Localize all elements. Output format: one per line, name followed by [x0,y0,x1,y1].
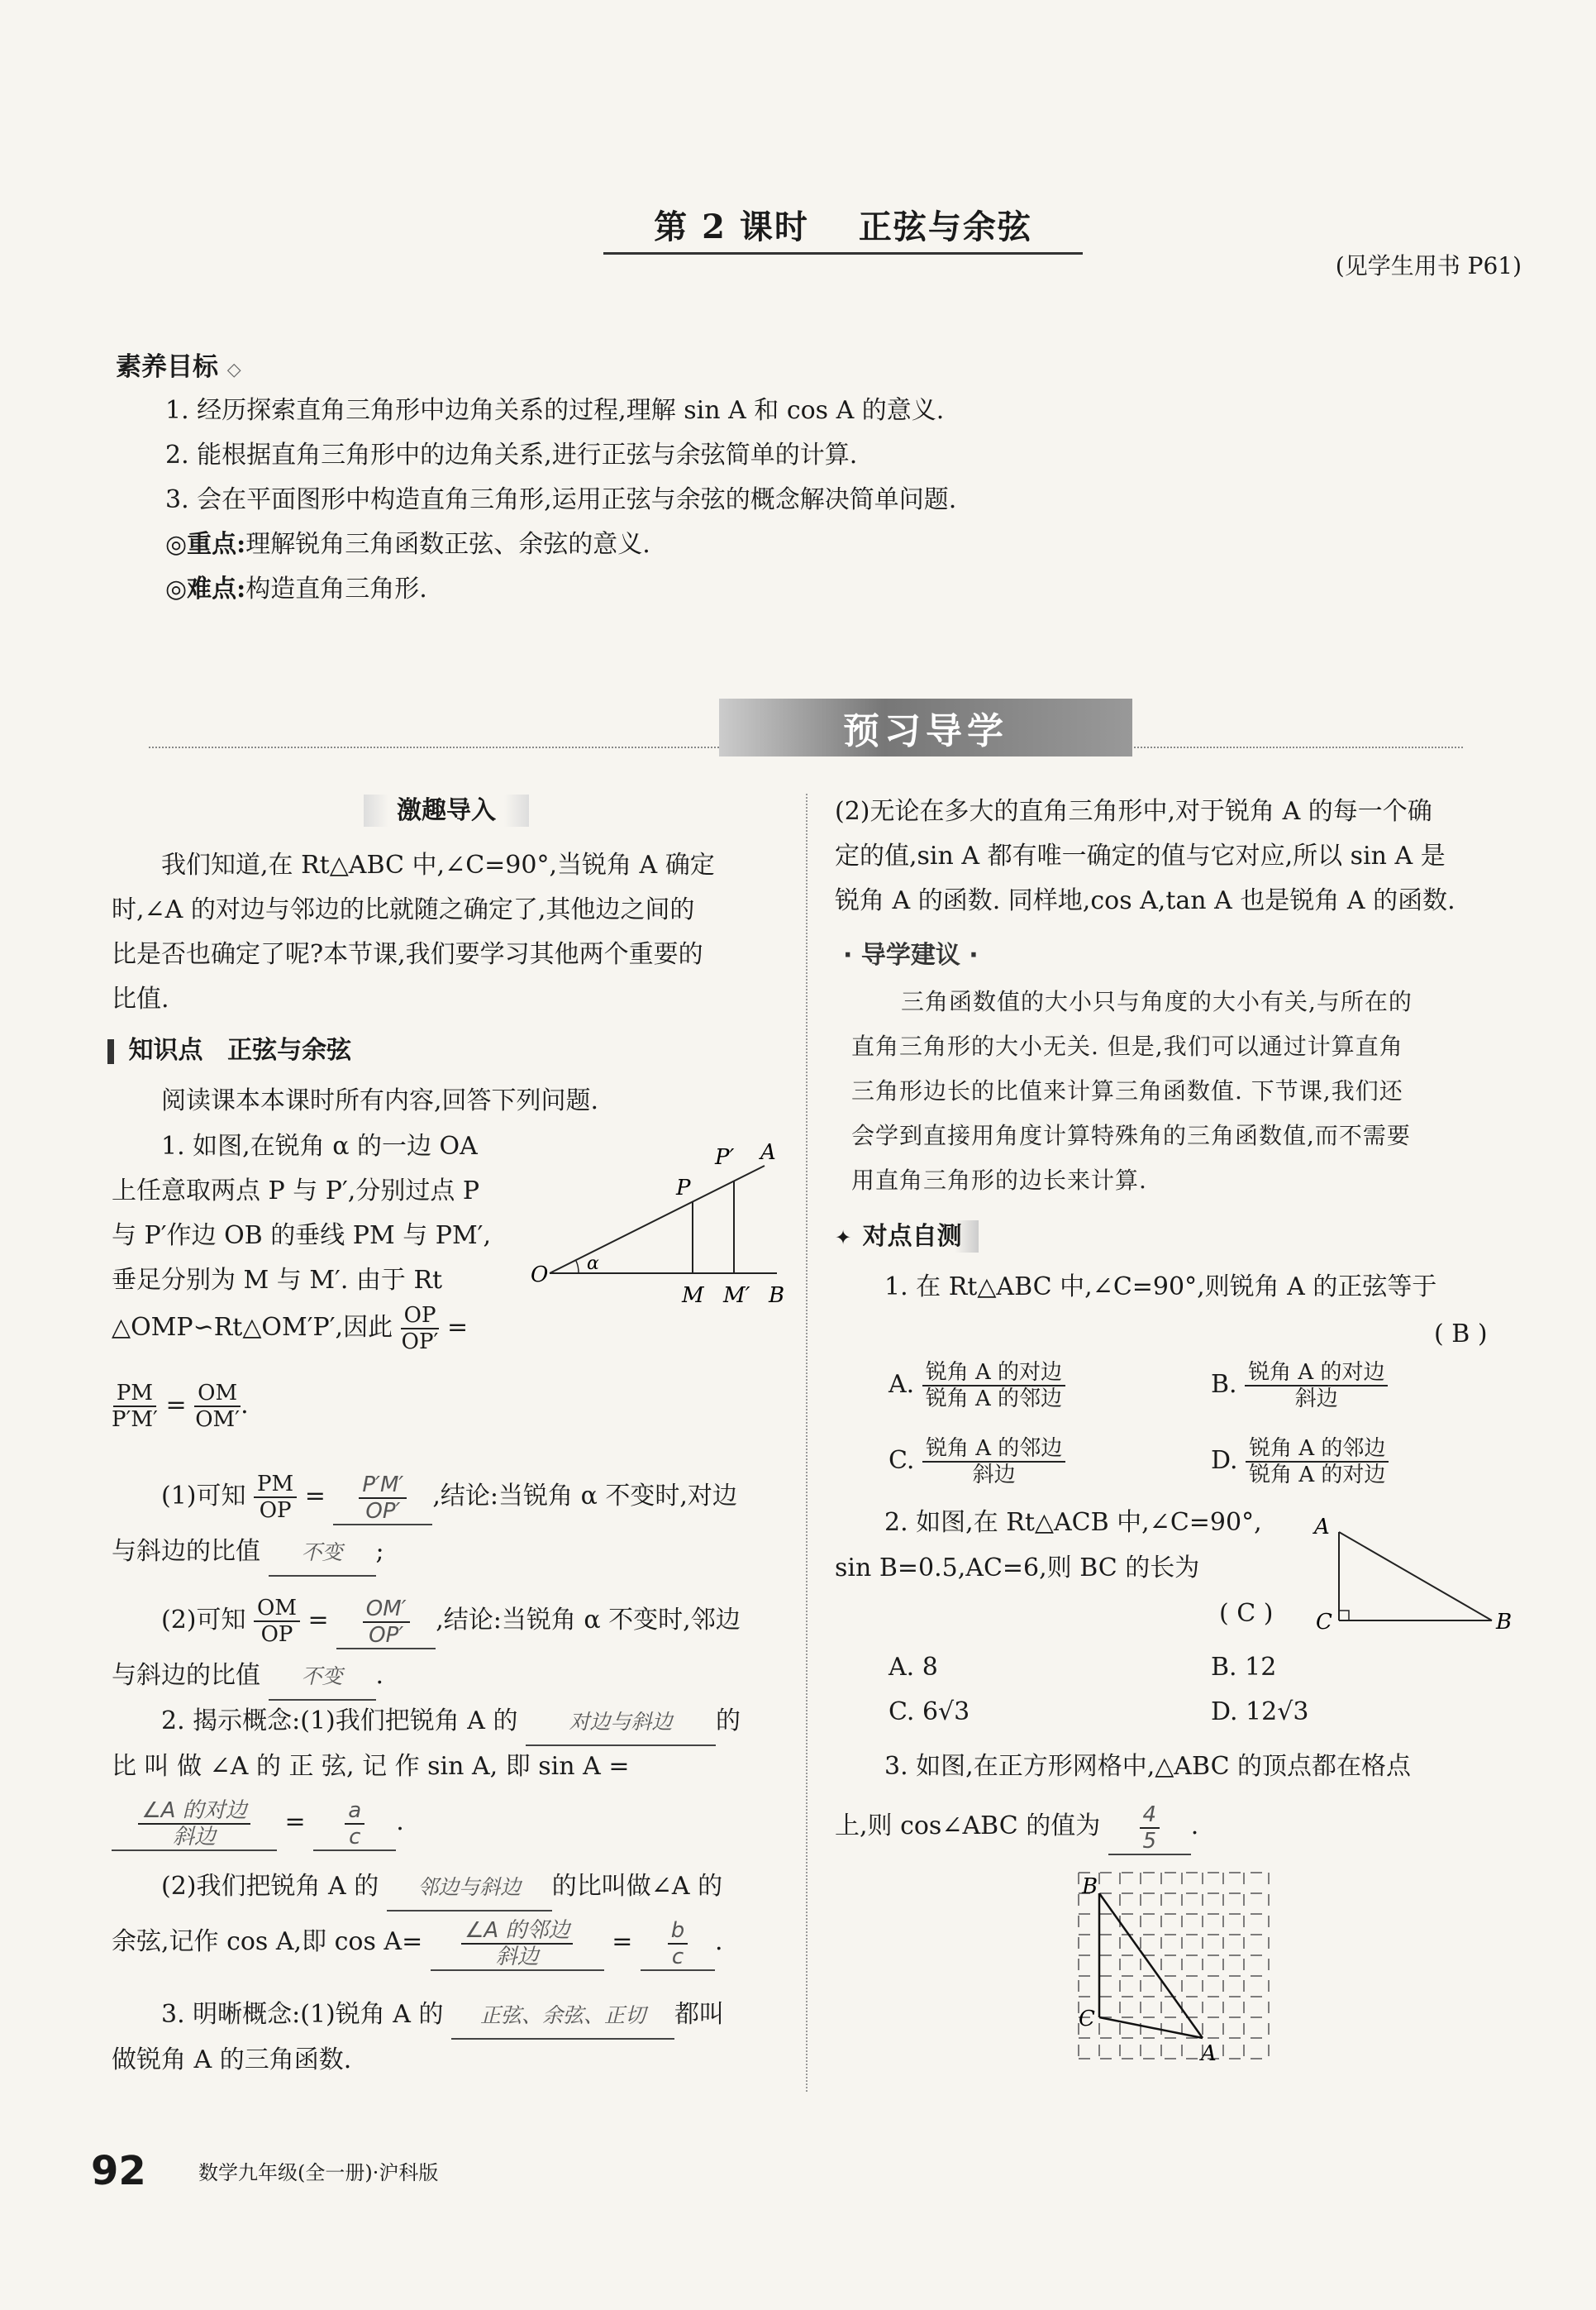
fraction [194,1381,241,1432]
tip-line: 用直角三角形的边长来计算. [851,1167,1147,1194]
q3-line2: 做锐角 A 的三角函数. [112,2045,352,2074]
intro-paragraph [112,843,715,1022]
cont-line: 锐角 A 的函数. 同样地,cos A,tan A 也是锐角 A 的函数. [835,886,1455,915]
banner-title: 预习导学 [719,699,1132,756]
q1-line: △OMP∽Rt△OM′P′,因此 $\frac{OP}{OP'}$ = [112,1303,469,1354]
frac-den: 5 [1142,1829,1157,1854]
label-A: A [760,1140,776,1165]
frac-den: OP′ [369,1623,404,1648]
q2b-pre: (2)我们把锐角 A 的 [161,1872,379,1901]
tip-line: 三角形边长的比值来计算三角函数值. 下节课,我们还 [851,1077,1403,1105]
frac-num: OM′ [363,1596,410,1623]
cont-line: 定的值,sin A 都有唯一确定的值与它对应,所以 sin A 是 [835,842,1446,871]
answer-blank [1108,1802,1191,1855]
fraction [922,1436,1065,1487]
answer-blank [641,1918,715,1971]
diff-text: 构造直角三角形. [245,575,427,604]
goals-title-text: 素养目标 [116,352,218,382]
q1a-post: ,结论:当锐角 α 不变时,对边 [432,1482,737,1511]
answer-blank: 不变 [269,1654,376,1701]
label-O: O [531,1262,549,1287]
fraction [401,1303,440,1354]
frac-den: OP [260,1622,293,1647]
goal-item: 1. 经历探索直角三角形中边角关系的过程,理解 sin A 和 cos A 的意义. [165,396,945,425]
option-a [889,1360,1211,1411]
frac-den: P′M′ [112,1407,158,1432]
knowledge-point-heading [107,1029,351,1066]
answer-blank [112,1798,277,1851]
frac-num: OP [401,1303,440,1329]
option-label: B. [1211,1370,1237,1399]
frac-num: 4 [1140,1802,1160,1829]
cont-line: (2)无论在多大的直角三角形中,对于锐角 A 的每一个确 [835,797,1432,826]
option-label: C. [889,1446,915,1475]
label-B: B [1082,1874,1098,1899]
page-number: 92 [91,2148,146,2194]
section-banner [149,699,1463,752]
fraction [1246,1436,1389,1487]
frac-den: 锐角 A 的对边 [1249,1463,1386,1487]
fraction [1245,1360,1388,1411]
test-3-line1: 3. 如图,在正方形网格中,△ABC 的顶点都在格点 [884,1752,1412,1781]
test-1-answer: ( B ) [1434,1320,1488,1348]
intro-line: 比是否也确定了呢?本节课,我们要学习其他两个重要的 [112,940,703,969]
key-text: 理解锐角三角函数正弦、余弦的意义. [245,530,650,559]
q1b-post: ,结论:当锐角 α 不变时,邻边 [436,1606,741,1635]
frac-num: ∠A 的邻边 [461,1918,573,1945]
q2-post: 的 [716,1706,741,1735]
label-P: P [676,1176,691,1200]
option-b [1211,1360,1533,1411]
frac-den: 斜边 [972,1463,1016,1487]
q1b-pre: (2)可知 [161,1606,246,1635]
frac-den: 锐角 A 的邻边 [925,1386,1063,1411]
frac-den: 斜边 [495,1945,539,1969]
label-A: A [1314,1515,1330,1539]
label-A: A [1201,2041,1217,2066]
intro-line: 我们知道,在 Rt△ABC 中,∠C=90°,当锐角 A 确定 [161,851,715,880]
key-label: ◎重点: [165,530,246,559]
intro-title: 激趣导入 [364,795,529,827]
bar-icon [107,1039,114,1064]
frac-den: 斜边 [172,1825,216,1849]
q2b-post: 的比叫做∠A 的 [551,1872,723,1901]
frac-num: OM [254,1596,300,1622]
q1-line-text: △OMP∽Rt△OM′P′,因此 [112,1313,393,1342]
intro-line: 时,∠A 的对边与邻边的比就随之确定了,其他边之间的 [112,895,695,924]
frac-num: 锐角 A 的对边 [1245,1360,1388,1386]
answer-blank: 邻边与斜边 [387,1865,552,1911]
answer-blank: 对边与斜边 [526,1700,716,1746]
option-b: B. 12 [1211,1653,1277,1682]
book-title: 数学九年级(全一册)·沪科版 [198,2161,439,2184]
q1-line: 垂足分别为 M 与 M′. 由于 Rt [112,1266,443,1295]
q1-line: 与 P′作边 OB 的垂线 PM 与 PM′, [112,1221,492,1250]
q2b-line2: 余弦,记作 cos A,即 cos A= $\frac{\text{∠A 的邻边}}{\text{斜边}}$ = $\frac{b}{c}$ . [112,1918,723,1969]
frac-den: OM′ [195,1407,241,1432]
label-alpha: α [587,1253,599,1274]
test-1: 1. 在 Rt△ABC 中,∠C=90°,则锐角 A 的正弦等于 [884,1272,1437,1301]
option-label: A. [889,1370,915,1399]
q2-pre: 2. 揭示概念:(1)我们把锐角 A 的 [161,1706,518,1735]
diamond-icon: ◇ [226,359,241,380]
frac-den: c [671,1945,684,1969]
label-C: C [1079,2007,1095,2031]
label-B: B [1496,1610,1513,1633]
continuation [835,790,1455,924]
label-P-prime: P′ [715,1145,735,1170]
q2b-line2-text: 余弦,记作 cos A,即 cos A= [112,1927,423,1956]
book-reference: (见学生用书 P61) [1335,252,1522,279]
label-M: M [682,1283,704,1308]
option-d [1211,1436,1533,1487]
frac-num: PM [254,1472,297,1498]
answer-blank: 正弦、余弦、正切 [451,1993,674,2040]
tip-box [851,980,1413,1203]
fraction [359,1472,407,1524]
frac-num: 锐角 A 的邻边 [922,1436,1065,1463]
label-B: B [769,1283,785,1308]
fraction [1140,1802,1160,1854]
q1b: (2)可知 $\frac{OM}{OP}$ = $\frac{OM'}{OP'}$ ,结论:当锐角 α 不变时,邻边 [161,1596,741,1648]
tip-line: 直角三角形的大小无关. 但是,我们可以通过计算直角 [851,1033,1403,1060]
label-M-prime: M′ [723,1283,750,1308]
frac-den: OP′ [401,1329,439,1354]
tip-line: 三角函数值的大小只与角度的大小有关,与所在的 [901,988,1413,1015]
q3-post: 都叫 [674,2000,725,2029]
diff-label: ◎难点: [165,575,246,604]
answer-blank [313,1798,396,1851]
frac-num: OM [194,1381,241,1407]
frac-num: 锐角 A 的邻边 [1246,1436,1389,1463]
q1-line: 1. 如图,在锐角 α 的一边 OA [161,1132,478,1161]
fraction [363,1596,410,1648]
fraction [254,1596,300,1647]
fraction [138,1798,250,1849]
q1-line: 上任意取两点 P 与 P′,分别过点 P [112,1176,480,1205]
key-point [165,523,956,567]
q1a-line2-text: 与斜边的比值 [112,1537,260,1566]
label-C: C [1316,1610,1332,1633]
sparkle-icon: ✦ [835,1226,852,1249]
frac-num: PM [113,1381,156,1407]
intro-line: 比值. [112,985,169,1014]
answer-blank [333,1472,432,1525]
fraction [668,1918,688,1969]
goals-heading [116,346,241,383]
fraction [254,1472,297,1523]
goals-list [165,389,956,612]
frac-num: ∠A 的对边 [138,1798,250,1825]
frac-den: OP′ [365,1499,401,1524]
frac-num: a [345,1798,364,1825]
frac-num: 锐角 A 的对边 [922,1360,1065,1386]
test-2-line2: sin B=0.5,AC=6,则 BC 的长为 [835,1554,1200,1582]
column-divider [806,794,808,2092]
q2b [161,1864,722,1911]
lesson-title [603,197,1083,255]
triangle-figure [1306,1501,1521,1633]
q2-formula: $\frac{\text{∠A 的对边}}{\text{斜边}}$ = $\frac{a}{c}$ . [112,1798,404,1851]
test-2-answer: ( C ) [1219,1599,1274,1628]
q1-equation: $\frac{PM}{P'M'}$ = $\frac{OM}{OM'}$ . [112,1381,249,1432]
tip-heading: · 导学建议 · [843,941,979,970]
q2 [161,1699,741,1746]
goal-item: 2. 能根据直角三角形中的边角关系,进行正弦与余弦简单的计算. [165,441,858,470]
q1b-line2: 与斜边的比值 不变 . [112,1654,384,1701]
self-test-title: 对点自测 [860,1220,979,1253]
q1a: (1)可知 $\frac{PM}{OP}$ = $\frac{P'M'}{OP'}$ ,结论:当锐角 α 不变时,对边 [161,1472,737,1524]
q1a-pre: (1)可知 [161,1482,246,1511]
q1a-line2: 与斜边的比值 不变 ; [112,1530,384,1577]
kp-title: 正弦与余弦 [227,1036,352,1065]
test-2-options [889,1645,1533,1735]
lesson-name: 正弦与余弦 [858,208,1032,246]
q3-pre: 3. 明晰概念:(1)锐角 A 的 [161,2000,444,2029]
test-2-line1: 2. 如图,在 Rt△ACB 中,∠C=90°, [884,1508,1262,1537]
grid-figure [1070,1864,1285,2079]
q2-line2: 比 叫 做 ∠A 的 正 弦, 记 作 sin A, 即 sin A = [112,1752,630,1781]
test-3-line2: 上,则 cos∠ABC 的值为 $\frac{4}{5}$ . [835,1802,1199,1854]
frac-den: c [349,1825,361,1849]
q1b-line2-text: 与斜边的比值 [112,1661,260,1690]
frac-den: OP [259,1498,292,1523]
fraction [461,1918,573,1969]
read-instruction: 阅读课本本课时所有内容,回答下列问题. [161,1086,599,1115]
difficulty [165,567,956,612]
answer-blank [336,1596,436,1649]
option-label: D. [1211,1446,1238,1475]
option-c: C. 6√3 [889,1697,970,1726]
self-test-heading [835,1215,979,1252]
option-c [889,1436,1211,1487]
answer-blank: 不变 [269,1530,376,1577]
test-1-options [889,1360,1533,1487]
kp-label: 知识点 [128,1036,203,1065]
option-a: A. 8 [889,1653,938,1682]
test-3-line2-text: 上,则 cos∠ABC 的值为 [835,1811,1101,1840]
intro-heading [331,790,562,826]
fraction [922,1360,1065,1411]
fraction [112,1381,158,1432]
option-d: D. 12√3 [1211,1697,1309,1726]
answer-blank [431,1918,604,1971]
frac-den: 斜边 [1294,1386,1338,1411]
lesson-number: 第 2 课时 [654,208,809,246]
tip-line: 会学到直接用角度计算特殊角的三角函数值,而不需要 [851,1122,1411,1149]
frac-num: b [668,1918,688,1945]
angle-figure [529,1133,793,1315]
goal-item: 3. 会在平面图形中构造直角三角形,运用正弦与余弦的概念解决简单问题. [165,485,957,514]
question-1-text [112,1124,491,1354]
frac-num: P′M′ [359,1472,407,1499]
q3 [161,1993,724,2040]
fraction [345,1798,364,1849]
